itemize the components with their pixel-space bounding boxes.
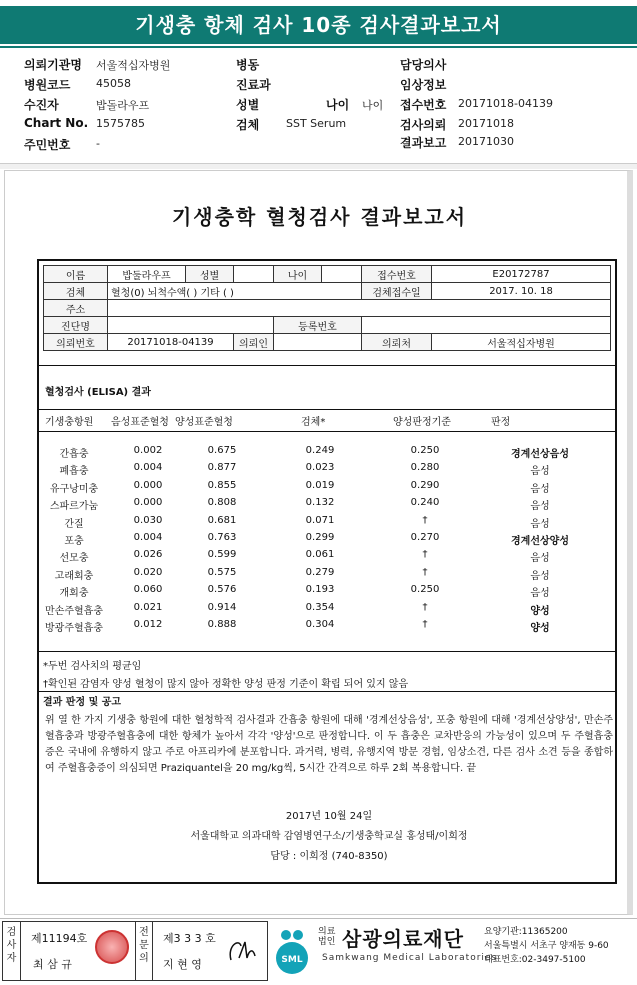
contact-line-2: 서울특별시 서초구 양재동 9-60 xyxy=(484,941,609,951)
grid-req-no-value: 20171018-04139 xyxy=(108,334,234,351)
result-neg: 0.060 xyxy=(133,584,163,596)
result-pos: 0.763 xyxy=(207,532,237,543)
result-neg: 0.026 xyxy=(133,549,163,561)
grid-address-value xyxy=(108,300,611,317)
signature-box xyxy=(2,921,268,981)
contact-line-3: 대표번호:02-3497-5100 xyxy=(484,955,586,965)
report-title: 기생충 항체 검사 10종 검사결과보고서 xyxy=(0,6,637,44)
result-name: 만손주혈흡충 xyxy=(45,605,103,617)
specimen-label: 검체 xyxy=(236,118,260,132)
result-cutoff: 0.250 xyxy=(410,445,440,456)
patient-grid xyxy=(43,265,611,351)
result-neg: 0.000 xyxy=(133,479,163,491)
result-name: 유구낭미충 xyxy=(49,483,99,495)
result-sample: 0.019 xyxy=(305,479,335,491)
result-name: 간흡충 xyxy=(59,449,89,460)
rule-1 xyxy=(39,365,615,366)
org-value: 서울적십자병원 xyxy=(96,59,171,72)
grid-age-value xyxy=(322,266,362,283)
hdr-pos-std: 양성표준혈청 xyxy=(175,417,233,428)
logo-text: SML xyxy=(281,955,303,965)
result-name: 폐흡충 xyxy=(59,466,89,478)
result-verdict: 경계선상음성 xyxy=(511,449,569,460)
result-name: 간질 xyxy=(64,518,84,530)
grid-name-value: 밥둘라우프 xyxy=(108,266,186,283)
result-row xyxy=(39,619,619,636)
result-cutoff: † xyxy=(422,514,428,526)
result-name: 선모충 xyxy=(59,553,89,565)
scan-title: 기생충학 혈청검사 결과보고서 xyxy=(171,205,468,229)
ward-label: 병동 xyxy=(236,58,260,72)
grid-requester-value xyxy=(274,334,362,351)
grid-age-label: 나이 xyxy=(274,266,322,283)
result-cutoff: 0.240 xyxy=(410,497,440,509)
result-verdict: 양성 xyxy=(530,623,550,634)
result-neg: 0.021 xyxy=(133,601,163,613)
hdr-antigen: 기생충항원 xyxy=(45,417,94,428)
result-name: 고래회충 xyxy=(54,570,94,582)
result-verdict: 음성 xyxy=(530,483,550,495)
tester-name: 최 삼 규 xyxy=(33,958,72,971)
hdr-cutoff: 양성판정기준 xyxy=(393,417,451,428)
receipt-no-value: 20171018-04139 xyxy=(458,97,553,110)
result-pos: 0.575 xyxy=(207,566,237,578)
result-sample: 0.071 xyxy=(305,514,335,526)
specimen-value: SST Serum xyxy=(286,117,347,130)
specialist-name: 지 현 영 xyxy=(163,958,202,971)
org-label: 의뢰기관명 xyxy=(24,58,82,72)
result-sample: 0.249 xyxy=(305,445,335,456)
grid-requester-label: 의뢰인 xyxy=(234,334,274,351)
result-cutoff: 0.290 xyxy=(410,479,440,491)
result-verdict: 음성 xyxy=(530,553,550,565)
result-cutoff: † xyxy=(422,566,428,578)
result-sample: 0.061 xyxy=(305,549,335,561)
corp-type: 의료법인 xyxy=(318,927,336,947)
result-row xyxy=(39,567,619,584)
result-sample: 0.279 xyxy=(305,566,335,578)
result-sample: 0.193 xyxy=(305,584,335,596)
report-frame xyxy=(37,259,617,884)
result-cutoff: 0.270 xyxy=(410,532,440,543)
hdr-neg-std: 음성표준혈청 xyxy=(111,417,169,428)
result-sample: 0.354 xyxy=(305,601,335,613)
report-date-label: 결과보고 xyxy=(400,136,447,150)
result-pos: 0.675 xyxy=(207,445,237,456)
handwritten-signature xyxy=(225,936,261,966)
result-sample: 0.023 xyxy=(305,462,335,474)
result-sample: 0.304 xyxy=(305,619,335,630)
doctor-label: 담당의사 xyxy=(400,58,447,72)
result-verdict: 음성 xyxy=(530,570,550,582)
result-verdict: 음성 xyxy=(530,518,550,530)
result-row xyxy=(39,462,619,479)
result-neg: 0.020 xyxy=(133,566,163,578)
result-row xyxy=(39,602,619,619)
grid-name-label: 이름 xyxy=(44,266,108,283)
patient-info xyxy=(0,50,637,162)
patient-value: 밥돌라우프 xyxy=(96,99,150,112)
result-row xyxy=(39,445,619,462)
grid-address-label: 주소 xyxy=(44,300,108,317)
result-neg: 0.000 xyxy=(133,497,163,509)
grid-req-no-label: 의뢰번호 xyxy=(44,334,108,351)
result-row xyxy=(39,515,619,532)
note-average: *두번 검사치의 평균임 xyxy=(43,661,142,672)
sml-logo-icon xyxy=(272,927,312,977)
result-pos: 0.681 xyxy=(207,514,237,526)
grid-diagnosis-value xyxy=(108,317,274,334)
grid-specimen-date-label: 검체접수일 xyxy=(362,283,432,300)
result-cutoff: 0.280 xyxy=(410,462,440,474)
sign-date: 2017년 10월 24일 xyxy=(285,811,373,822)
result-sample: 0.132 xyxy=(305,497,335,509)
result-sample: 0.299 xyxy=(305,532,335,543)
patient-label: 수진자 xyxy=(24,98,59,112)
age-value: 나이 xyxy=(362,99,384,112)
report-date-value: 20171030 xyxy=(458,135,514,148)
sign-contact: 담당 : 이희정 (740-8350) xyxy=(270,851,388,862)
clinical-info-label: 임상정보 xyxy=(400,78,447,92)
opinion-title: 결과 판정 및 공고 xyxy=(43,697,122,708)
org-contact xyxy=(484,925,609,967)
hdr-sample: 검체* xyxy=(301,417,326,428)
grid-reg-value xyxy=(362,317,611,334)
hdr-verdict: 판정 xyxy=(491,417,511,428)
dept-label: 진료과 xyxy=(236,78,271,92)
grid-receipt-label: 접수번호 xyxy=(362,266,432,283)
result-pos: 0.888 xyxy=(207,619,237,630)
result-cutoff: † xyxy=(422,549,428,561)
result-row xyxy=(39,584,619,601)
result-name: 개회충 xyxy=(59,588,89,600)
result-pos: 0.808 xyxy=(207,497,237,509)
result-pos: 0.599 xyxy=(207,549,237,561)
result-verdict: 음성 xyxy=(530,588,550,600)
specialist-vertical-label: 전문의 xyxy=(135,922,153,980)
result-cutoff: † xyxy=(422,601,428,613)
grid-specimen-label: 검체 xyxy=(44,283,108,300)
rule-3 xyxy=(39,431,615,432)
result-verdict: 음성 xyxy=(530,501,550,513)
grid-req-org-label: 의뢰처 xyxy=(362,334,432,351)
grid-req-org-value: 서울적십자병원 xyxy=(432,334,611,351)
chart-no-label: Chart No. xyxy=(24,116,89,130)
age-label: 나이 xyxy=(326,98,350,112)
result-row xyxy=(39,549,619,566)
result-pos: 0.855 xyxy=(207,479,237,491)
elisa-section-title: 혈청검사 (ELISA) 결과 xyxy=(45,387,151,398)
tester-vertical-label: 검사자 xyxy=(3,922,21,980)
result-neg: 0.030 xyxy=(133,514,163,526)
result-name: 포충 xyxy=(64,536,84,547)
result-pos: 0.576 xyxy=(207,584,237,596)
resident-no-label: 주민번호 xyxy=(24,138,71,152)
hospital-code-value: 45058 xyxy=(96,77,131,90)
sign-institution: 서울대학교 의과대학 감염병연구소/기생충학교실 홍성태/이희정 xyxy=(190,831,468,842)
result-row xyxy=(39,497,619,514)
result-neg: 0.002 xyxy=(133,445,163,456)
request-date-label: 검사의뢰 xyxy=(400,118,447,132)
grid-specimen-date-value: 2017. 10. 18 xyxy=(432,283,611,300)
sex-label: 성별 xyxy=(236,98,260,112)
result-cutoff: 0.250 xyxy=(410,584,440,596)
grid-sex-label: 성별 xyxy=(186,266,234,283)
report-header xyxy=(0,0,637,48)
request-date-value: 20171018 xyxy=(458,117,514,130)
grid-specimen-value: 혈청(0) 뇌척수액( ) 기타 ( ) xyxy=(108,283,362,300)
result-verdict: 음성 xyxy=(530,466,550,478)
result-pos: 0.914 xyxy=(207,601,237,613)
result-neg: 0.004 xyxy=(133,532,163,543)
result-verdict: 경계선상양성 xyxy=(511,536,569,547)
footer-strip xyxy=(0,918,637,985)
grid-diagnosis-label: 진단명 xyxy=(44,317,108,334)
result-name: 방광주혈흡충 xyxy=(45,623,103,634)
receipt-no-label: 접수번호 xyxy=(400,98,447,112)
org-english-name: Samkwang Medical Laboratories xyxy=(322,953,498,963)
rule-4 xyxy=(39,651,615,652)
result-name: 스파르가눔 xyxy=(49,501,99,513)
chart-no-value: 1575785 xyxy=(96,117,145,130)
contact-line-1: 요양기관:11365200 xyxy=(484,927,568,937)
hospital-code-label: 병원코드 xyxy=(24,78,71,92)
official-seal xyxy=(95,930,129,964)
resident-no-value: - xyxy=(96,137,100,150)
rule-2 xyxy=(39,409,615,410)
result-row xyxy=(39,480,619,497)
result-cutoff: † xyxy=(422,619,428,630)
section-divider xyxy=(0,163,637,169)
result-pos: 0.877 xyxy=(207,462,237,474)
org-name: 삼광의료재단 xyxy=(342,927,464,951)
tester-license: 제11194호 xyxy=(31,932,88,945)
result-verdict: 양성 xyxy=(530,605,550,617)
note-dagger: †확인된 감염자 양성 혈청이 많지 않아 정확한 양성 판정 기준이 확립 되어 있지 않음 xyxy=(43,679,409,690)
specialist-license: 제3 3 3 호 xyxy=(163,932,216,945)
opinion-text: 위 열 한 가지 기생충 항원에 대한 혈청학적 검사결과 간흡충 항원에 대해 '경계선상음성', 포충 항원에 대해 '경계선상양성', 만손주혈흡충과 방광주혈흡충에 대한 항체가 높아서 각각 '양성'으로 판정합니다. 이 두 흡충은 교차반응의 가능성이 있으며 두 주혈흡충증은 국내에 유행하지 않고 주로 아프리카에 분포합니다. 과거력, 병력, 유행지역 방문 경험, 임상소견, 다른 검사 소견 등을 종합하여 주혈흡충증이 의심되면 Praziquantel을 20 mg/kg씩, 5시간 간격으로 하루 2회 복용합니다. 끝 xyxy=(45,715,613,774)
grid-reg-label: 등록번호 xyxy=(274,317,362,334)
result-neg: 0.004 xyxy=(133,462,163,474)
scanned-report xyxy=(4,170,633,915)
result-row xyxy=(39,532,619,549)
grid-receipt-value: E20172787 xyxy=(432,266,611,283)
grid-sex-value xyxy=(234,266,274,283)
rule-5 xyxy=(39,691,615,692)
result-neg: 0.012 xyxy=(133,619,163,630)
